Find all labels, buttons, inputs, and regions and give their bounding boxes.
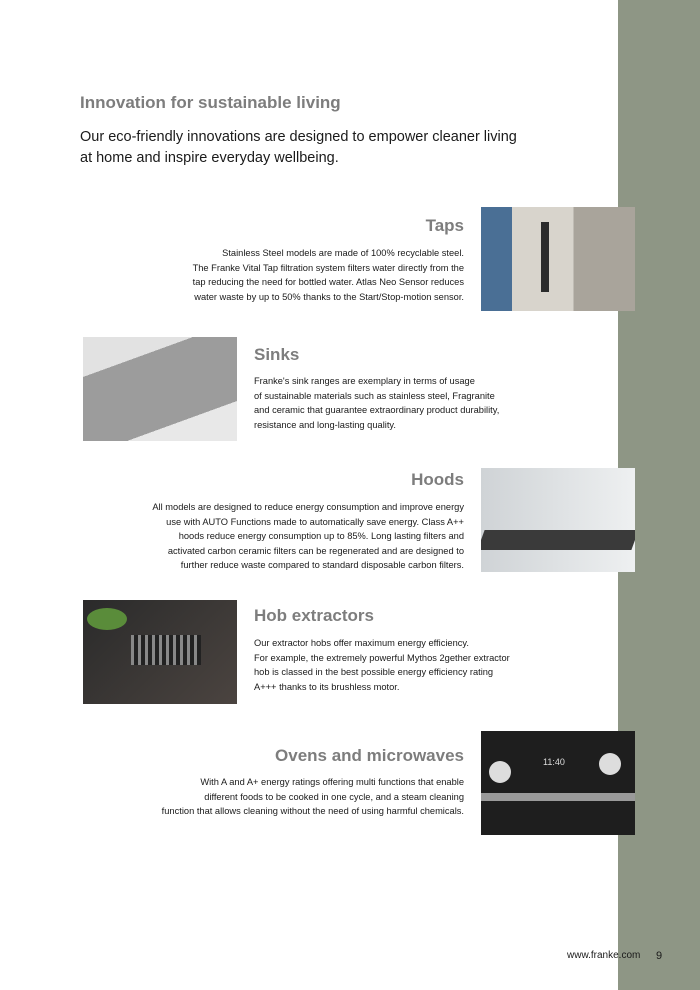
sinks-image — [83, 337, 237, 441]
page-title: Innovation for sustainable living — [80, 93, 341, 112]
intro-text: Our eco-friendly innovations are designed to empower cleaner living at home and inspire everyday wellbeing. — [80, 129, 517, 166]
ovens-heading: Ovens and microwaves — [275, 746, 464, 765]
ovens-image — [481, 731, 635, 835]
oven-display: 11:40 — [543, 757, 565, 767]
taps-heading: Taps — [425, 216, 464, 235]
sinks-heading: Sinks — [254, 345, 300, 364]
page-number: 9 — [656, 950, 663, 962]
hoods-text: All models are designed to reduce energy consumption and improve energy use with AUTO Functions made to automatically save energy. Class A++ hoods reduce energy consumption up to 85%. Long lasting filters and activated carbon ceramic filters can be regenerated and are designed to further reduce waste compared to standard disposable carbon filters. — [152, 502, 464, 570]
footer-url[interactable]: www.franke.com — [567, 950, 641, 961]
hob-extractors-text: Our extractor hobs offer maximum energy efficiency. For example, the extremely powerful Mythos 2gether extractor hob is classed in the best possible energy efficiency rating A+++ thanks to its brushless motor. — [254, 638, 510, 692]
hoods-image — [481, 468, 635, 572]
hob-extractors-image — [83, 600, 237, 704]
hob-extractors-heading: Hob extractors — [254, 606, 374, 625]
ovens-text: With A and A+ energy ratings offering multi functions that enable different foods to be cooked in one cycle, and a steam cleaning function that allows cleaning without the need of using harmful chemicals. — [161, 777, 464, 816]
taps-text: Stainless Steel models are made of 100% recyclable steel. The Franke Vital Tap filtration system filters water directly from the tap reducing the need for bottled water. Atlas Neo Sensor reduces water waste by up to 50% thanks to the Start/Stop-motion sensor. — [192, 248, 464, 302]
sinks-text: Franke's sink ranges are exemplary in terms of usage of sustainable materials such as stainless steel, Fragranite and ceramic that guarantee extraordinary product durability, resistance and long-lasting quality. — [254, 376, 500, 430]
hoods-heading: Hoods — [411, 470, 464, 489]
taps-image — [481, 207, 635, 311]
